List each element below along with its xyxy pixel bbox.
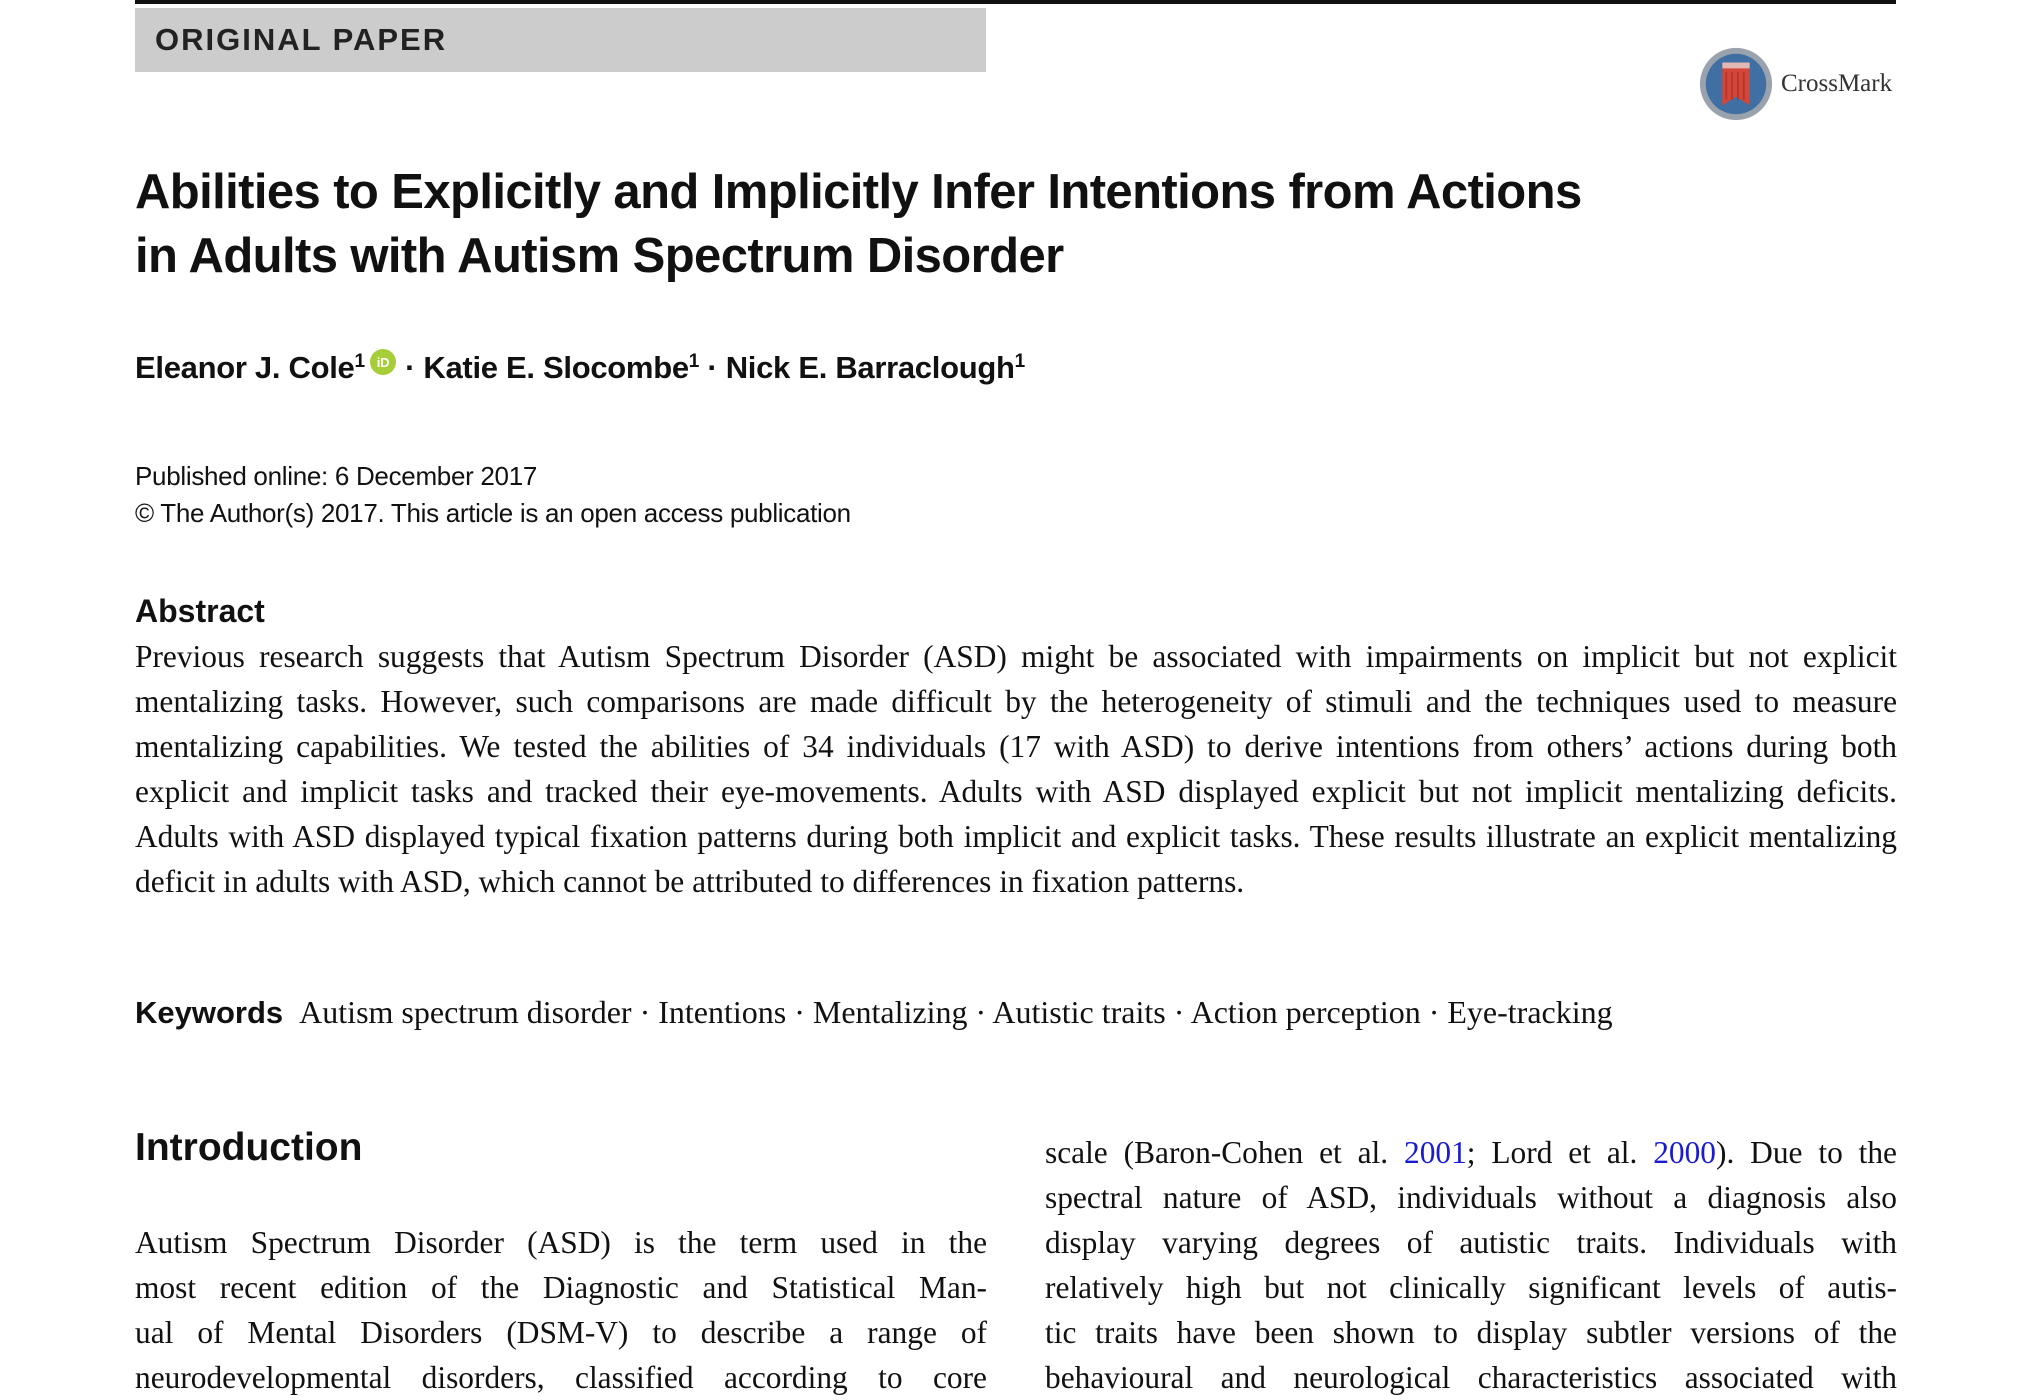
body-line: relatively high but not clinically significant levels of autis- <box>1045 1270 1897 1305</box>
crossmark-button[interactable] <box>1697 44 1897 124</box>
copyright-notice: © The Author(s) 2017. This article is an open access publication <box>135 498 851 528</box>
abstract-heading: Abstract <box>135 593 265 629</box>
author-name: Nick E. Barraclough <box>725 350 1015 385</box>
abstract-text: Previous research suggests that Autism Spectrum Disorder (ASD) might be associated with impairments on implicit but not explicit mentalizing tasks. However, such comparisons are made difficult by the heterogeneity of stimuli and the techniques used to measure mentalizing capabilities. We tested the abilities of 34 individuals (17 with ASD) to derive intentions from others’ actions during both explicit and implicit tasks and tracked their eye-movements. Adults with ASD displayed explicit but not implicit mentalizing deficits. Adults with ASD displayed typical fixation patterns during both implicit and explicit tasks. These results illustrate an explicit mentalizing deficit in adults with ASD, which cannot be attributed to differences in fixation patterns. <box>135 639 1897 899</box>
keywords-text: Autism spectrum disorder · Intentions · Mentalizing · Autistic traits · Action perception · Eye-tracking <box>299 994 1613 1030</box>
crossmark-label: CrossMark <box>1781 70 1893 97</box>
paper-title <box>135 160 1735 288</box>
title-line: in Adults with Autism Spectrum Disorder <box>135 229 1064 283</box>
author-separator: · <box>396 350 424 385</box>
published-date: Published online: 6 December 2017 <box>135 461 538 491</box>
body-line: spectral nature of ASD, individuals without a diagnosis also <box>1045 1180 1897 1215</box>
body-line: display varying degrees of autistic traits. Individuals with <box>1045 1225 1897 1260</box>
body-line: most recent edition of the Diagnostic and Statistical Man- <box>135 1270 987 1305</box>
introduction-heading: Introduction <box>135 1126 363 1169</box>
body-column-right <box>1045 1130 1897 1400</box>
publication-meta <box>135 458 851 532</box>
crossmark-icon <box>1697 45 1775 123</box>
keywords-label: Keywords <box>135 995 284 1030</box>
text-run: ). Due to the <box>1715 1135 1897 1170</box>
author-list <box>135 348 1025 386</box>
article-type-badge: ORIGINAL PAPER <box>135 8 986 72</box>
author-name: Eleanor J. Cole <box>135 350 355 385</box>
top-rule <box>135 0 1896 4</box>
keywords <box>135 994 1613 1031</box>
author-separator: · <box>699 350 726 385</box>
body-line: behavioural and neurological characteristics associated with <box>1045 1360 1897 1395</box>
body-line: ual of Mental Disorders (DSM-V) to describe a range of <box>135 1315 987 1350</box>
body-line: Autism Spectrum Disorder (ASD) is the term used in the <box>135 1225 987 1260</box>
author-affiliation: 1 <box>1014 351 1025 372</box>
title-line: Abilities to Explicitly and Implicitly Infer Intentions from Actions <box>135 165 1582 219</box>
author-affiliation: 1 <box>354 351 365 372</box>
orcid-icon[interactable] <box>369 348 397 376</box>
svg-text:iD: iD <box>376 355 389 370</box>
author-affiliation: 1 <box>688 351 700 372</box>
citation-link[interactable]: 2001 <box>1404 1135 1467 1170</box>
author-name: Katie E. Slocombe <box>423 350 689 385</box>
body-line: neurodevelopmental disorders, classified according to core <box>135 1360 987 1395</box>
text-run: ; Lord et al. <box>1466 1135 1654 1170</box>
body-line: tic traits have been shown to display subtler versions of the <box>1045 1315 1897 1350</box>
citation-link[interactable]: 2000 <box>1653 1135 1716 1170</box>
text-run: scale (Baron-Cohen et al. <box>1045 1135 1404 1170</box>
body-line <box>1045 1130 1897 1175</box>
body-column-left <box>135 1220 987 1400</box>
